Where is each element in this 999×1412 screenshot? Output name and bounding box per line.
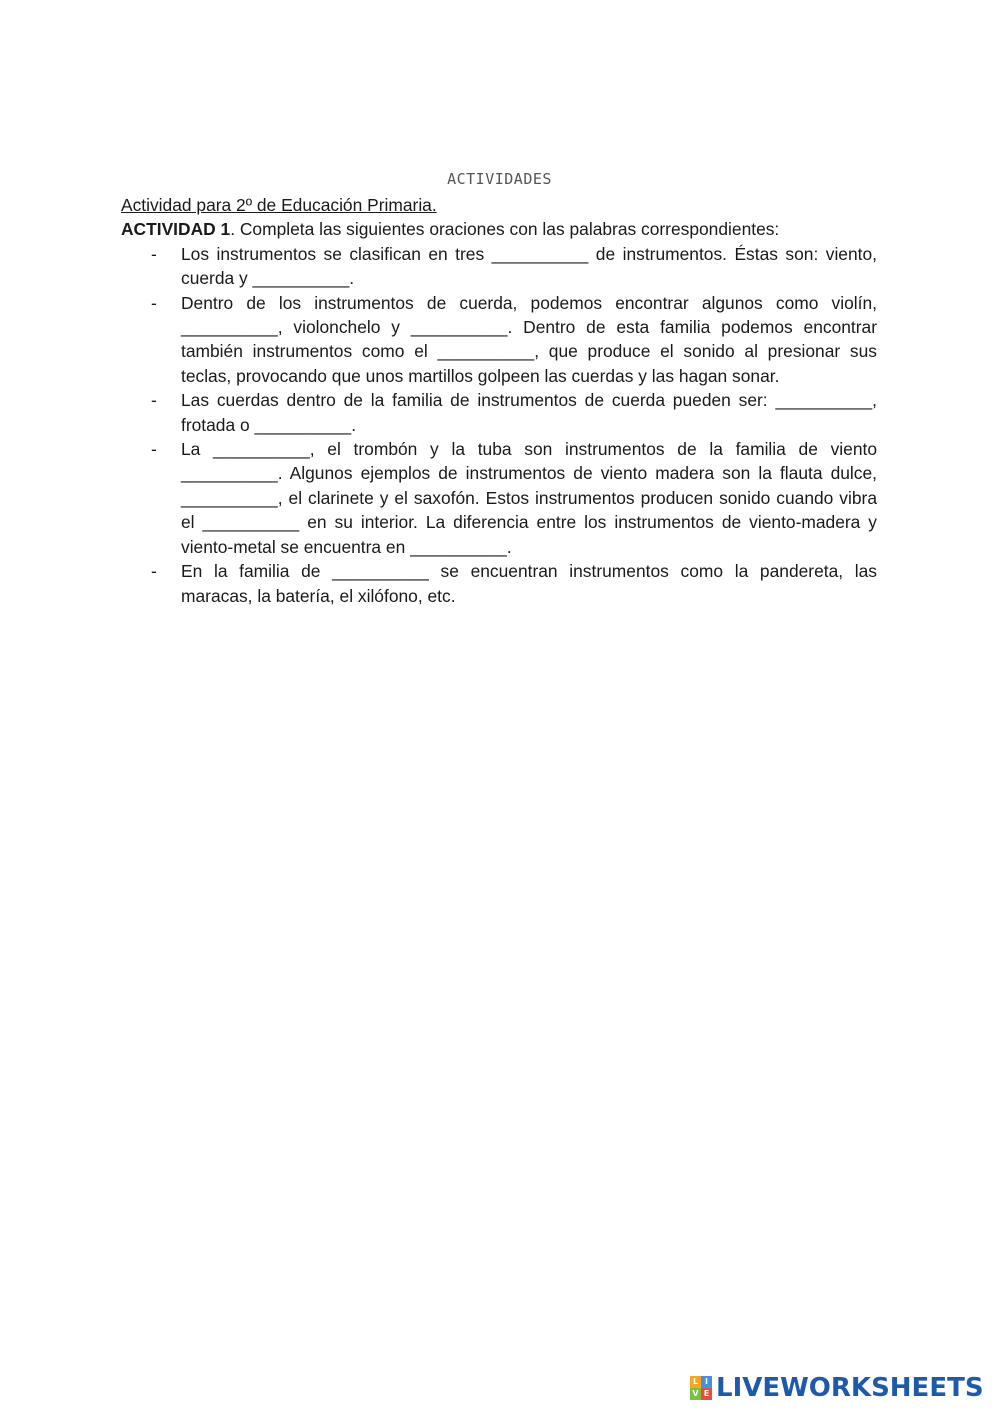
bullet-dash: - [151, 390, 157, 411]
exercise-text: Los instrumentos se clasifican en tres __________ de instrumentos. Éstas son: viento, cuerda y __________. [181, 243, 877, 289]
worksheet-subtitle: Actividad para 2º de Educación Primaria. [121, 195, 437, 215]
exercise-text: En la familia de __________ se encuentran instrumentos como la pandereta, las maracas, la batería, el xilófono, etc. [181, 561, 877, 606]
logo-text: LIVEWORKSHEETS [716, 1373, 984, 1403]
page-title: ACTIVIDADES [447, 170, 552, 188]
logo-badge-letter: E [701, 1388, 712, 1400]
exercise-item [121, 242, 877, 291]
exercise-text: Las cuerdas dentro de la familia de instrumentos de cuerda pueden ser: __________, frotada o __________. [181, 390, 877, 435]
exercise-text: Dentro de los instrumentos de cuerda, podemos encontrar algunos como violín, __________, violonchelo y __________. Dentro de esta familia podemos encontrar también instrumentos como el __________, que produce el sonido al presionar sus teclas, provocando que unos martillos golpeen las cuerdas y las hagan sonar. [181, 292, 877, 386]
bullet-dash: - [151, 561, 157, 582]
bullet-dash: - [151, 243, 157, 264]
bullet-dash: - [151, 439, 157, 460]
logo-badge-letter: I [701, 1376, 712, 1388]
worksheet-content [121, 193, 877, 608]
logo-badge-icon [690, 1376, 712, 1400]
logo-badge-letter: V [690, 1388, 701, 1400]
exercise-item [121, 559, 877, 608]
exercise-list [121, 242, 877, 608]
logo-badge-letter: L [690, 1376, 701, 1388]
activity-label: ACTIVIDAD 1 [121, 219, 231, 240]
activity-heading [121, 217, 877, 241]
exercise-item [121, 291, 877, 389]
exercise-text: La __________, el trombón y la tuba son instrumentos de la familia de viento __________. Algunos ejemplos de instrumentos de viento madera son la flauta dulce, __________, el clarinete y el saxofón. Estos instrumentos producen sonido cuando vibra el __________ en su interior. La diferencia entre los instrumentos de viento-madera y viento-metal se encuentra en __________. [181, 439, 877, 557]
liveworksheets-logo[interactable] [690, 1372, 984, 1404]
activity-instruction: . Completa las siguientes oraciones con las palabras correspondientes: [230, 219, 780, 240]
exercise-item [121, 388, 877, 437]
bullet-dash: - [151, 292, 157, 313]
exercise-item [121, 437, 877, 559]
